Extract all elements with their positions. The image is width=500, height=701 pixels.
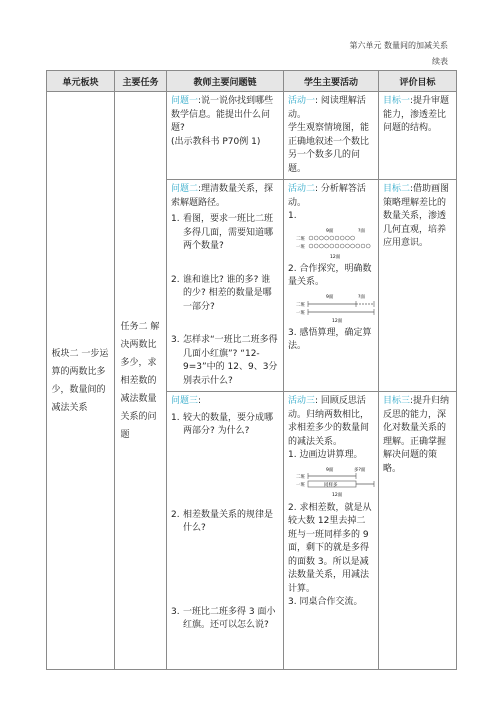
svg-text:二班: 二班 xyxy=(296,236,305,242)
activity-item: 3. 同桌合作交流。 xyxy=(288,597,363,607)
activity-item: 3. 感悟算理，确定算法。 xyxy=(288,327,372,351)
goal-title: 目标二 xyxy=(383,184,411,194)
circle-mark xyxy=(314,244,318,248)
circle-mark xyxy=(351,244,355,248)
svg-text:12面: 12面 xyxy=(332,318,343,324)
activity-title: 活动二 xyxy=(288,184,316,194)
svg-text:多?面: 多?面 xyxy=(354,467,366,473)
question-text: :说一说你找到哪些数学信息。能提出什么问题? xyxy=(171,96,274,133)
circle-mark xyxy=(340,244,344,248)
bar-diagram-compare xyxy=(296,465,376,499)
circle-mark xyxy=(345,244,349,248)
question-item: 2. 相差数量关系的规律是什么? xyxy=(171,509,274,533)
bar-diagram xyxy=(296,292,376,324)
main-task-text: 任务二 解决两数比多少，求相差数的减法数量关系的问题 xyxy=(120,321,160,440)
circle-mark xyxy=(319,236,323,240)
lesson-plan-table xyxy=(46,70,457,670)
question-item: 3. 一班比二班多得 3 面小红旗。还可以怎么说? xyxy=(171,606,276,630)
question-title: 问题一 xyxy=(171,96,199,106)
circle-diagram xyxy=(296,226,376,260)
circle-mark xyxy=(351,236,355,240)
goal-cell xyxy=(379,92,457,180)
svg-text:9面: 9面 xyxy=(326,294,334,300)
main-task-cell xyxy=(115,92,167,670)
goal-text: :借助画图策略理解差比的数量关系，渗透几何直观，培养应用意识。 xyxy=(383,184,450,248)
svg-text:二班: 二班 xyxy=(296,302,305,308)
question-cell xyxy=(167,392,284,670)
activity-cell xyxy=(284,392,379,670)
circle-mark xyxy=(356,244,360,248)
circle-mark xyxy=(340,236,344,240)
question-note: (出示教科书 P70例 1) xyxy=(171,136,261,147)
goal-title: 目标一 xyxy=(383,96,411,106)
question-item: 1. 看图，要求一班比二班多得几面，需要知道哪两个数量? xyxy=(171,214,274,251)
circle-mark xyxy=(361,244,365,248)
goal-text: :提升审题能力，渗透差比问题的结构。 xyxy=(383,96,450,133)
col-header-activities: 学生主要活动 xyxy=(284,71,379,92)
svg-text:12面: 12面 xyxy=(330,254,341,260)
question-text: :理清数量关系，探索解题路径。 xyxy=(171,184,274,208)
activity-title: 活动一 xyxy=(288,96,316,106)
unit-block-text: 板块二 一步运算的两数比多少，数量间的减法关系 xyxy=(51,348,109,413)
table-header-row xyxy=(47,71,457,92)
activity-text: : 分析解答活动。 xyxy=(288,184,366,208)
circle-mark xyxy=(325,236,329,240)
question-cell xyxy=(167,92,284,180)
page-header-continued: 续表 xyxy=(432,57,448,66)
activity-cell xyxy=(284,92,379,180)
col-header-questions: 教师主要问题链 xyxy=(167,71,284,92)
activity-item: 1. xyxy=(288,211,297,221)
goal-title: 目标三 xyxy=(383,396,411,406)
question-title: 问题二 xyxy=(171,184,199,194)
svg-text:同样多: 同样多 xyxy=(324,482,338,488)
page-header-unit: 第六单元 数量间的加减关系 xyxy=(349,41,448,50)
col-header-goals: 评价目标 xyxy=(379,71,457,92)
goal-cell xyxy=(379,180,457,392)
circle-mark xyxy=(314,236,318,240)
goal-text: :提升归纳反思的能力，深化对数量关系的理解。正确掌握解决问题的策略。 xyxy=(383,396,450,474)
circle-mark xyxy=(319,244,323,248)
svg-text:9面: 9面 xyxy=(326,228,334,234)
activity-cell xyxy=(284,180,379,392)
circle-mark xyxy=(309,244,313,248)
svg-text:?面: ?面 xyxy=(358,294,365,300)
activity-body: 学生观察情境图，能正确地叙述一个数比另一个数多几的问题。 xyxy=(288,123,370,174)
question-title: 问题三 xyxy=(171,396,199,406)
question-item: 1. 较大的数量，要分成哪两部分? 为什么? xyxy=(171,412,274,436)
circle-mark xyxy=(335,244,339,248)
activity-item: 2. 求相差数，就是从较大数 12里去掉二班与一班同样多的 9 面，剩下的就是多得的面数 3。所以是减法数量关系，用减法计算。 xyxy=(288,502,372,594)
circle-mark xyxy=(330,236,334,240)
svg-text:一班: 一班 xyxy=(296,482,305,488)
svg-text:二班: 二班 xyxy=(296,474,305,480)
question-item: 3. 怎样求“一班比二班多得几面小红旗”? “12-9=3”中的 12、9、3分别表示什么? xyxy=(171,335,278,386)
activity-body: 归纳两数相比，求相差多少的数量间的减法关系。 xyxy=(288,409,370,447)
svg-text:12面: 12面 xyxy=(332,492,343,498)
circle-mark xyxy=(330,244,334,248)
activity-text: : 回顾反思活动。 xyxy=(288,396,366,420)
circle-mark xyxy=(309,236,313,240)
activity-item: 1. 边画边讲算理。 xyxy=(288,450,363,460)
col-header-task: 主要任务 xyxy=(115,71,167,92)
svg-text:一班: 一班 xyxy=(296,310,305,316)
question-cell xyxy=(167,180,284,392)
circle-mark xyxy=(345,236,349,240)
question-item: 2. 谁和谁比? 谁的多? 谁的少? 相差的数量是哪一部分? xyxy=(171,274,272,312)
circle-mark xyxy=(335,236,339,240)
circle-mark xyxy=(366,244,370,248)
goal-cell xyxy=(379,392,457,670)
question-text: : xyxy=(198,396,202,406)
table-row xyxy=(47,92,457,180)
svg-text:9面: 9面 xyxy=(326,467,334,473)
activity-item: 2. 合作探究，明确数量关系。 xyxy=(288,263,372,287)
svg-text:?面: ?面 xyxy=(358,228,365,234)
col-header-block: 单元板块 xyxy=(47,71,115,92)
unit-block-cell xyxy=(47,92,115,670)
svg-text:一班: 一班 xyxy=(296,244,305,250)
activity-text: : 阅读理解活动。 xyxy=(288,96,366,120)
activity-title: 活动三 xyxy=(288,396,316,406)
circle-mark xyxy=(325,244,329,248)
